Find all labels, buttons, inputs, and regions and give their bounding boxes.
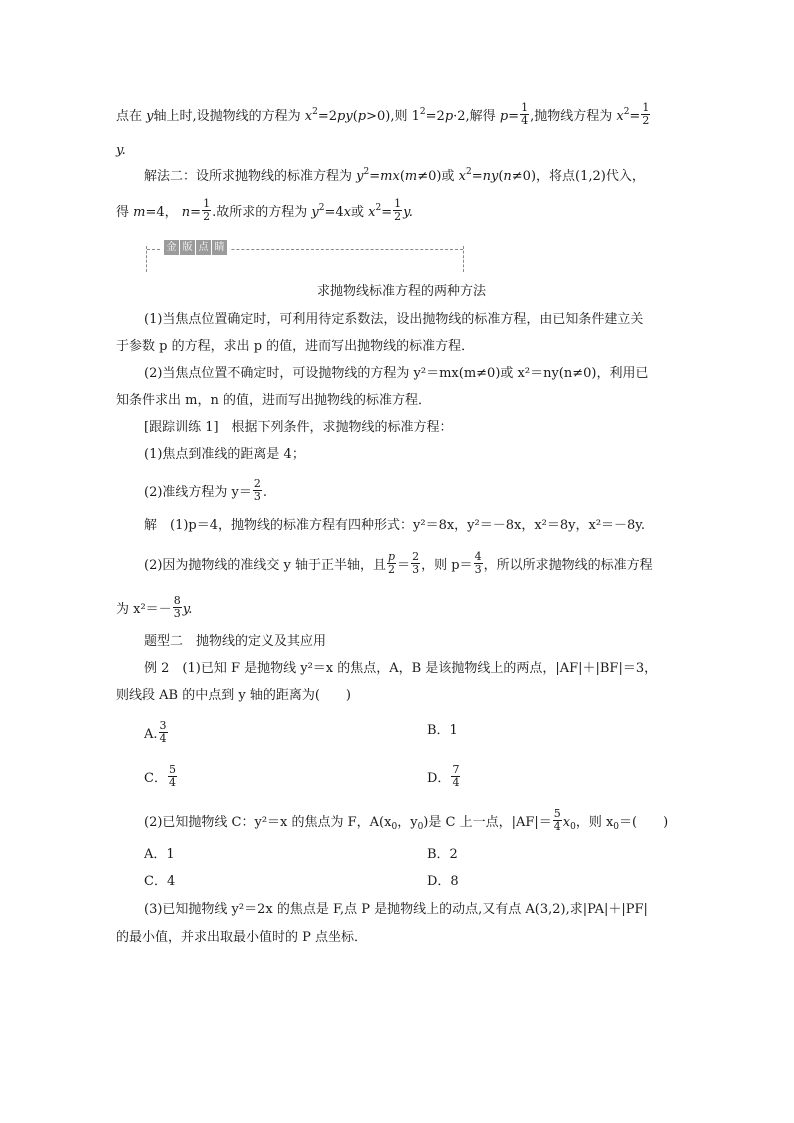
fraction-one-half: $\frac{1}{2}$ (642, 101, 650, 127)
option-a-q2: A．1 (144, 847, 175, 862)
method-1-line-1: (1)当焦点位置确定时，可利用待定系数法，设出抛物线的标准方程，由已知条件建立关 (144, 312, 644, 327)
key-points-tag: 金 版 点 睛 (161, 240, 230, 255)
solution-line-2: (2)因为抛物线的准线交 y 轴于正半轴，且 $\frac{p}{2}$ ＝ $\frac{2}{3}$ ，则 p＝ $\frac{4}{3}$ ，所以所求抛物线的标准方程 (144, 550, 653, 576)
question-2-line: (2)已知抛物线 C：y²＝x 的焦点为 F，$A(x_0$，$y_0$)是 C 上一点，|AF|＝ $\frac{5}{4}$ $x_0$，则 $x_0=$( ) (144, 807, 669, 833)
option-d-q2: D．8 (427, 874, 459, 889)
method-2-line-1: (2)当焦点位置不确定时，可设抛物线的方程为 y²＝mx(m≠0)或 x²＝ny(n≠0)，利用已 (144, 366, 649, 381)
fraction-three-quarters: $\frac{3}{4}$ (159, 719, 167, 745)
option-b-q1: B．1 (427, 723, 458, 738)
exercise-item-1: (1)焦点到准线的距离是 4； (144, 447, 305, 462)
key-points-box (146, 242, 464, 272)
fraction-one-quarter: $\frac{1}{4}$ (521, 101, 529, 127)
method-2-line-2: 知条件求出 m，n 的值，进而写出抛物线的标准方程． (116, 393, 431, 408)
option-c-q2: C．4 (144, 874, 176, 889)
tracking-exercise-heading: [跟踪训练 1] 根据下列条件，求抛物线的标准方程： (144, 420, 453, 435)
option-b-q2: B．2 (427, 847, 458, 862)
fraction-five-quarters: $\frac{5}{4}$ (168, 763, 176, 789)
fraction-one-half: $\frac{1}{2}$ (203, 197, 211, 223)
fraction-five-quarters: $\frac{5}{4}$ (553, 807, 561, 833)
section-heading-type-2: 题型二 抛物线的定义及其应用 (144, 634, 327, 649)
exercise-item-2: (2)准线方程为 y＝ $\frac{2}{3}$ . (144, 477, 268, 503)
method-1-line-2: 于参数 p 的方程，求出 p 的值，进而写出抛物线的标准方程． (116, 339, 475, 354)
fraction-eight-thirds: $\frac{8}{3}$ (173, 594, 181, 620)
text-line-3: 解法二：设所求抛物线的标准方程为 $y^2=mx(m\ne 0)$或 $x^2=ny(n\ne 0)$，将点(1,2)代入， (144, 167, 645, 184)
question-3-line-2: 的最小值，并求出取最小值时的 P 点坐标． (116, 930, 368, 945)
fraction-one-half: $\frac{1}{2}$ (394, 197, 402, 223)
solution-line-1: 解 (1)p＝4，抛物线的标准方程有四种形式：y²＝8x，y²＝－8x，x²＝8y，x²＝－8y. (144, 518, 646, 533)
option-c-q1: C． $\frac{5}{4}$ (144, 763, 176, 789)
fraction-seven-quarters: $\frac{7}{4}$ (452, 763, 460, 789)
fraction-two-thirds: $\frac{2}{3}$ (412, 550, 420, 576)
example-2-line-2: 则线段 AB 的中点到 y 轴的距离为( ) (116, 688, 351, 703)
question-3-line-1: (3)已知抛物线 y²＝2x 的焦点是 F,点 P 是抛物线上的动点,又有点 A(3,2),求|PA|＋|PF| (144, 902, 648, 917)
text-line-4: 得 m=4， n= $\frac{1}{2}$ .故所求的方程为 $y^2=4x$或 $x^2=$ $\frac{1}{2}$ y. (116, 197, 413, 223)
method-title: 求抛物线标准方程的两种方法 (317, 284, 487, 299)
fraction-p-over-2: $\frac{p}{2}$ (388, 550, 396, 576)
option-d-q1: D． $\frac{7}{4}$ (427, 763, 460, 789)
fraction-four-thirds: $\frac{4}{3}$ (474, 550, 482, 576)
solution-line-3: 为 x²＝－ $\frac{8}{3}$ y. (116, 594, 193, 620)
fraction-two-thirds: $\frac{2}{3}$ (253, 477, 261, 503)
option-a-q1: A. $\frac{3}{4}$ (144, 719, 167, 745)
text-line-2: y. (116, 143, 126, 158)
text-line-1: 点在 y轴上时,设抛物线的方程为 $x^2=2py(p>0)$,则 $1^2=2p\cdot 2$,解得 p= $\frac{1}{4}$ ,抛物线方程为 $x^2=$ $\frac{1}{2}$ (116, 101, 650, 127)
example-2-line-1: 例 2 (1)已知 F 是抛物线 y²＝x 的焦点，A，B 是该抛物线上的两点，|AF|＋|BF|＝3， (144, 661, 658, 676)
